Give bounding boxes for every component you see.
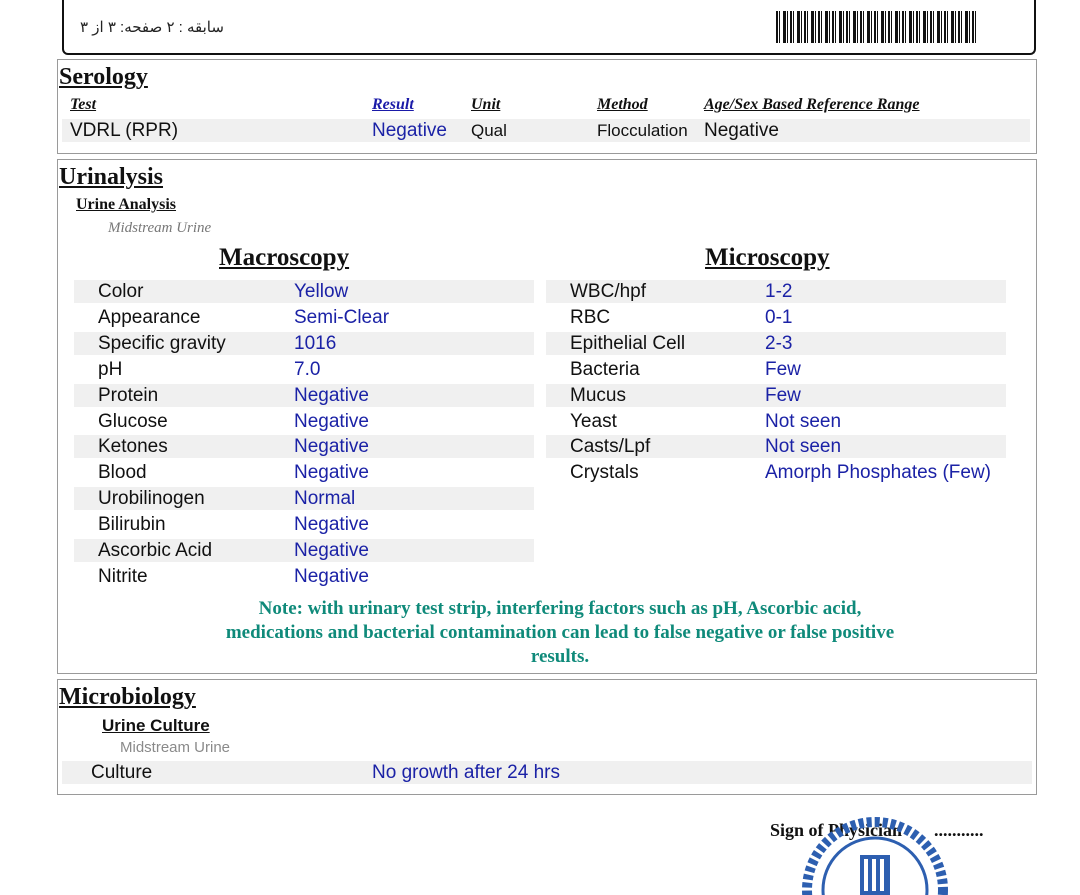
serology-unit: Qual [471, 121, 507, 140]
macroscopy-label: Bilirubin [98, 514, 166, 536]
microscopy-value: 1-2 [765, 281, 793, 302]
macroscopy-label: Urobilinogen [98, 488, 205, 510]
macroscopy-value: 7.0 [294, 358, 321, 380]
signature-dots: ........... [934, 820, 984, 840]
macroscopy-value: Negative [294, 565, 369, 587]
microscopy-label: Mucus [570, 384, 626, 406]
microscopy-value: Not seen [765, 410, 842, 432]
macroscopy-value: 1016 [294, 332, 337, 354]
col-header-method: Method [597, 96, 648, 113]
microscopy-label: WBC/hpf [570, 281, 647, 302]
serology-method: Flocculation [597, 121, 688, 140]
col-header-range: Age/Sex Based Reference Range [704, 96, 920, 113]
macroscopy-value: Normal [294, 488, 356, 510]
serology-range: Negative [704, 120, 779, 141]
macroscopy-value: Yellow [294, 281, 349, 302]
microscopy-label: RBC [570, 306, 611, 328]
microscopy-value: Few [765, 384, 801, 406]
microscopy-value: 0-1 [765, 306, 793, 328]
col-header-result: Result [372, 96, 414, 113]
macroscopy-value: Negative [294, 384, 369, 406]
microscopy-value: Amorph Phosphates (Few) [765, 462, 991, 484]
urinalysis-title: Urinalysis [59, 164, 164, 190]
microscopy-label: Crystals [570, 462, 639, 484]
urine-analysis-subtitle: Urine Analysis [76, 196, 177, 213]
col-header-unit: Unit [471, 96, 501, 113]
sign-of-physician-label: Sign of Physician [770, 820, 903, 840]
urine-culture-subtitle: Urine Culture [102, 716, 210, 735]
note-line-1: Note: with urinary test strip, interfering factors such as pH, Ascorbic acid, [258, 598, 862, 619]
macroscopy-label: Ketones [98, 436, 168, 458]
serology-title: Serology [59, 64, 148, 90]
macroscopy-value: Semi-Clear [294, 306, 390, 328]
macroscopy-label: Glucose [98, 410, 168, 432]
culture-label: Culture [91, 762, 153, 783]
serology-test-name: VDRL (RPR) [70, 120, 179, 141]
macroscopy-label: pH [98, 358, 123, 380]
macroscopy-label: Nitrite [98, 565, 148, 587]
page-history-label: سابقه : ۲ صفحه: ۳ از ۳ [80, 19, 224, 36]
macroscopy-value: Negative [294, 514, 369, 536]
macroscopy-value: Negative [294, 540, 369, 561]
culture-result: No growth after 24 hrs [372, 762, 560, 783]
microscopy-value: 2-3 [765, 332, 793, 354]
microscopy-value: Few [765, 358, 801, 380]
microscopy-heading: Microscopy [705, 244, 830, 271]
microscopy-label: Bacteria [570, 358, 640, 380]
physician-stamp-seal [800, 815, 950, 895]
urinalysis-specimen: Midstream Urine [108, 220, 212, 236]
macroscopy-heading: Macroscopy [219, 244, 350, 271]
note-line-2: medications and bacterial contamination can lead to false negative or false positive [225, 622, 895, 643]
serology-row-band [62, 119, 1030, 142]
microscopy-label: Yeast [570, 410, 617, 432]
microscopy-label: Epithelial Cell [570, 332, 686, 354]
microbiology-title: Microbiology [59, 684, 196, 710]
macroscopy-label: Ascorbic Acid [98, 540, 213, 561]
macroscopy-label: Color [98, 281, 144, 302]
macroscopy-value: Negative [294, 410, 369, 432]
microscopy-value: Not seen [765, 436, 842, 458]
microscopy-label: Casts/Lpf [570, 436, 651, 458]
serology-result: Negative [372, 120, 447, 141]
macroscopy-value: Negative [294, 436, 369, 458]
macroscopy-value: Negative [294, 462, 369, 484]
note-line-3: results. [530, 646, 590, 667]
macroscopy-label: Specific gravity [98, 332, 226, 354]
macroscopy-label: Blood [98, 462, 147, 484]
macroscopy-label: Protein [98, 384, 159, 406]
col-header-test: Test [70, 96, 97, 113]
culture-specimen: Midstream Urine [120, 739, 231, 756]
macroscopy-label: Appearance [98, 306, 201, 328]
barcode-image [776, 11, 978, 43]
